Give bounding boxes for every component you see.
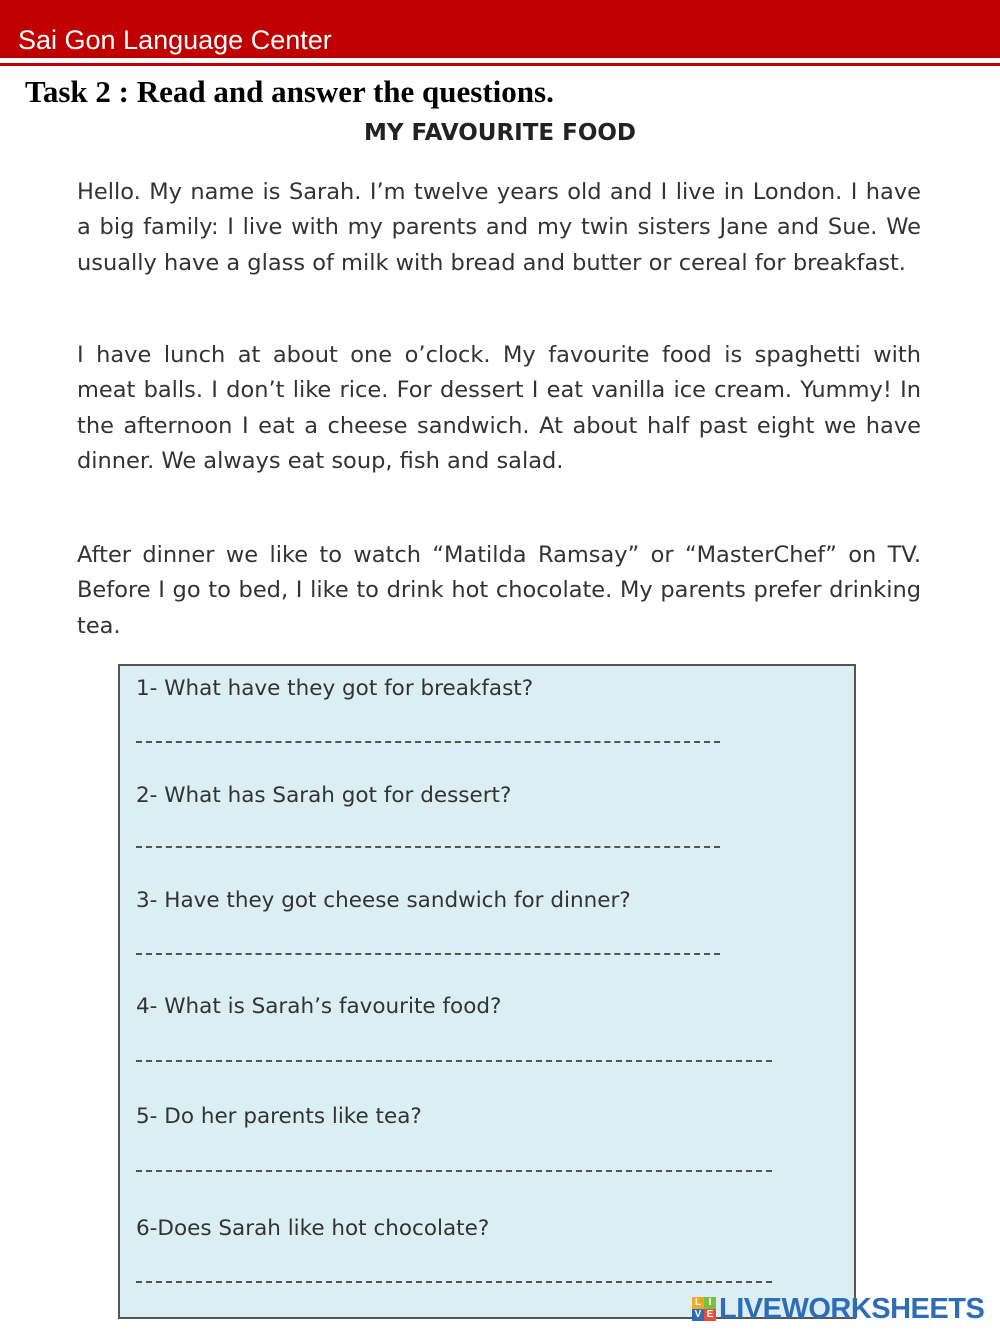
liveworksheets-logo bbox=[692, 1294, 984, 1324]
passage-paragraph-3: After dinner we like to watch “Matilda Ramsay” or “MasterChef” on TV. Before I go to bed, I like to drink hot chocolate. My parents prefer drinking tea. bbox=[77, 542, 921, 639]
question-2: 2- What has Sarah got for dessert? bbox=[136, 783, 512, 808]
header-title: Sai Gon Language Center bbox=[18, 25, 332, 55]
passage-paragraph-2: I have lunch at about one o’clock. My favourite food is spaghetti with meat balls. I don’t like rice. For dessert I eat vanilla ice cream. Yummy! In the afternoon I eat a cheese sandwich. At about half past eight we have dinner. We always eat soup, fish and salad. bbox=[77, 342, 921, 474]
answer-line-3[interactable] bbox=[136, 953, 720, 955]
question-3: 3- Have they got cheese sandwich for dinner? bbox=[136, 888, 631, 913]
logo-mark-letter-v: V bbox=[692, 1309, 704, 1321]
logo-mark-letter-l: L bbox=[692, 1297, 704, 1309]
passage-title: MY FAVOURITE FOOD bbox=[363, 120, 637, 146]
logo-mark-letter-i: I bbox=[704, 1297, 716, 1309]
header-divider bbox=[0, 63, 1000, 66]
answer-line-6[interactable] bbox=[136, 1281, 772, 1283]
liveworksheets-logo-icon bbox=[692, 1297, 716, 1321]
logo-mark-letter-e: E bbox=[704, 1309, 716, 1321]
answer-line-1[interactable] bbox=[136, 741, 720, 743]
answer-line-5[interactable] bbox=[136, 1170, 772, 1172]
question-6: 6-Does Sarah like hot chocolate? bbox=[136, 1216, 490, 1241]
question-box bbox=[118, 664, 856, 1319]
logo-text: LIVEWORKSHEETS bbox=[719, 1292, 985, 1325]
answer-line-4[interactable] bbox=[136, 1060, 772, 1062]
question-5: 5- Do her parents like tea? bbox=[136, 1104, 422, 1129]
question-1: 1- What have they got for breakfast? bbox=[136, 676, 534, 701]
answer-line-2[interactable] bbox=[136, 846, 720, 848]
passage-paragraph-1: Hello. My name is Sarah. I’m twelve years old and I live in London. I have a big family: I live with my parents and my twin sisters Jane and Sue. We usually have a glass of milk with bread and butter or cereal for breakfast. bbox=[77, 179, 921, 276]
task-title: Task 2 : Read and answer the questions. bbox=[25, 74, 554, 109]
question-4: 4- What is Sarah’s favourite food? bbox=[136, 994, 502, 1019]
